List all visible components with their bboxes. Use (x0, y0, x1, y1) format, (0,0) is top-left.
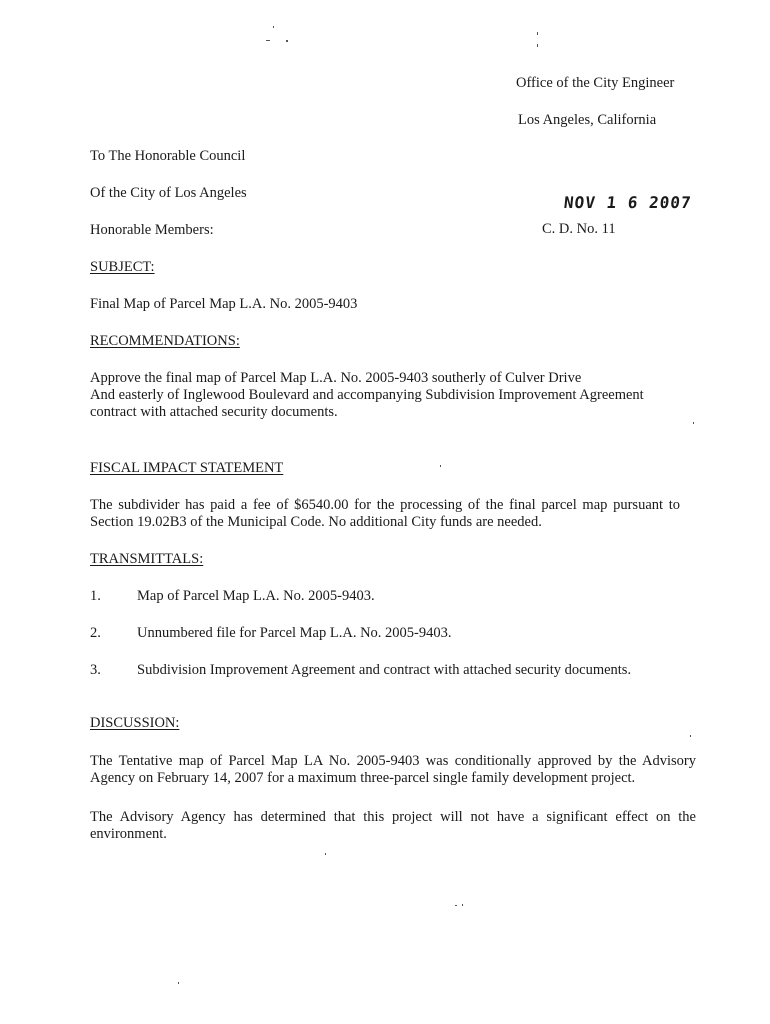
scan-speck (273, 26, 274, 28)
transmittal-item: Subdivision Improvement Agreement and contract with attached security documents. (137, 662, 632, 678)
scan-speck (537, 32, 538, 35)
addressee-line-2: Of the City of Los Angeles (90, 185, 247, 201)
scan-speck (455, 905, 457, 906)
discussion-heading: DISCUSSION: (90, 715, 180, 731)
transmittal-item: Unnumbered file for Parcel Map L.A. No. 2005-9403. (137, 625, 452, 641)
council-district: C. D. No. 11 (542, 221, 616, 237)
recommendation-line: contract with attached security documents. (90, 404, 338, 420)
scan-speck (693, 422, 694, 424)
scan-speck (537, 44, 538, 47)
subject-text: Final Map of Parcel Map L.A. No. 2005-9403 (90, 296, 358, 312)
addressee-line-1: To The Honorable Council (90, 148, 246, 164)
transmittal-number: 2. (90, 625, 101, 641)
scan-speck (462, 904, 463, 906)
scan-speck (325, 853, 326, 855)
transmittals-heading: TRANSMITTALS: (90, 551, 204, 567)
date-stamp: NOV 1 6 2007 (563, 193, 693, 212)
recommendations-heading: RECOMMENDATIONS: (90, 333, 240, 349)
office-name: Office of the City Engineer (516, 75, 675, 91)
recommendation-line: Approve the final map of Parcel Map L.A. No. 2005-9403 southerly of Culver Drive (90, 370, 582, 386)
office-location: Los Angeles, California (518, 112, 657, 128)
recommendation-line: And easterly of Inglewood Boulevard and accompanying Subdivision Improvement Agreement (90, 387, 644, 403)
discussion-paragraph: The Tentative map of Parcel Map LA No. 2005-9403 was conditionally approved by the Advisory Agency on February 14, 2007 for a maximum three-parcel single family development project. (90, 753, 696, 786)
scan-speck (178, 982, 179, 984)
scan-speck (440, 465, 441, 467)
fiscal-impact-heading: FISCAL IMPACT STATEMENT (90, 460, 284, 476)
fiscal-impact-text: The subdivider has paid a fee of $6540.00 for the processing of the final parcel map pursuant to Section 19.02B3 of the Municipal Code. No additional City funds are needed. (90, 497, 680, 530)
scan-speck (286, 40, 288, 42)
transmittal-number: 1. (90, 588, 101, 604)
subject-heading: SUBJECT: (90, 259, 155, 275)
transmittal-number: 3. (90, 662, 101, 678)
scan-speck (266, 40, 270, 41)
salutation: Honorable Members: (90, 222, 214, 238)
transmittal-item: Map of Parcel Map L.A. No. 2005-9403. (137, 588, 375, 604)
discussion-paragraph: The Advisory Agency has determined that this project will not have a significant effect on the environment. (90, 809, 696, 842)
scan-speck (690, 735, 691, 737)
